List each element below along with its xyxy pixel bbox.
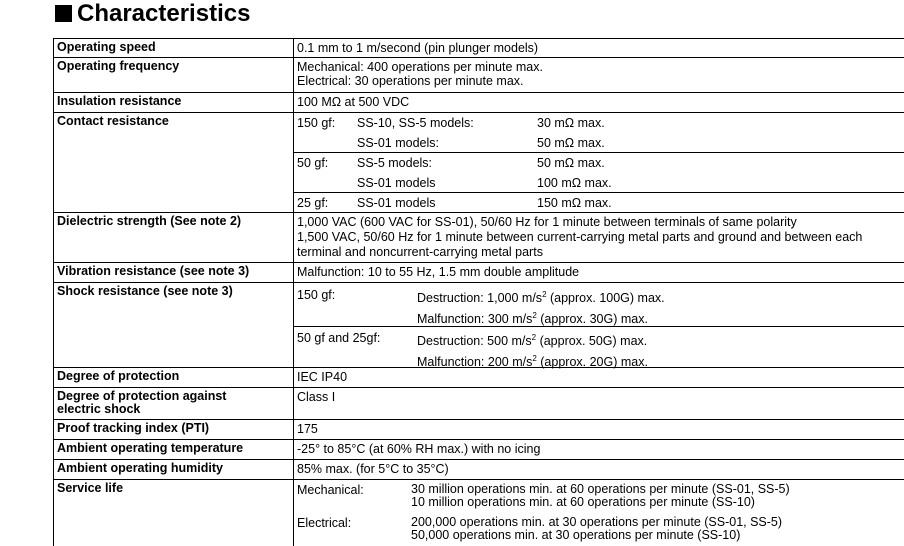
value-line: 1,000 VAC (600 VAC for SS-01), 50/60 Hz for 1 minute between terminals of same polarity [297,215,797,229]
row-label [54,388,294,419]
row-label: Vibration resistance (see note 3) [54,263,294,282]
row-contact-resistance [54,113,904,213]
model-label: SS-5 models: [357,156,433,170]
model-label: SS-01 models [357,196,436,210]
row-proof-tracking-index [54,420,904,440]
row-label: Operating speed [54,39,294,57]
label-line: electric shock [57,402,141,416]
row-value [297,213,904,262]
destruction-value: Destruction: 1,000 $m/s^2$ (approx. 100G) max. [417,290,665,306]
destruction-value: Destruction: 500 $m/s^2$ (approx. 50G) max. [417,333,648,349]
force-50gf: 50 gf: [297,156,329,170]
resistance-value: 50 mΩ max. [537,136,605,150]
malfunction-value: Malfunction: 200 $m/s^2$ (approx. 20G) max. [417,354,648,370]
force-150gf: 150 gf: [297,116,336,130]
section-title [55,0,250,28]
row-value: Malfunction: 10 to 55 Hz, 1.5 mm double amplitude [297,265,580,279]
mechanical-values [411,483,790,509]
value-line: 30 million operations min. at 60 operations per minute (SS-01, SS-5) [411,482,790,496]
row-dielectric-strength [54,213,904,263]
row-ambient-humidity [54,460,904,480]
row-value: -25° to 85°C (at 60% RH max.) with no icing [297,442,541,456]
resistance-value: 30 mΩ max. [537,116,605,130]
resistance-value: 50 mΩ max. [537,156,605,170]
row-label: Operating frequency [54,58,294,92]
value-line: 10 million operations min. at 60 operations per minute (SS-10) [411,495,755,509]
row-label: Service life [54,480,294,546]
row-operating-speed [54,39,904,58]
row-protection-electric-shock [54,388,904,420]
model-label: SS-01 models [357,176,436,190]
subrow-divider [294,192,904,193]
row-service-life [54,480,904,546]
force-25gf: 25 gf: [297,196,329,210]
electrical-label: Electrical: [297,516,352,530]
subrow-divider [294,326,904,327]
value-line: terminal and noncurrent-carrying metal parts [297,245,543,259]
row-label: Insulation resistance [54,93,294,112]
row-vibration-resistance [54,263,904,283]
malfunction-value: Malfunction: 300 $m/s^2$ (approx. 30G) max. [417,311,648,327]
row-label: Ambient operating temperature [54,440,294,459]
force-150gf: 150 gf: [297,288,336,302]
row-value [297,58,904,92]
mechanical-label: Mechanical: [297,483,364,497]
subrow-divider [294,152,904,153]
row-value: 85% max. (for 5°C to 35°C) [297,462,449,476]
row-label: Degree of protection [54,368,294,387]
row-insulation-resistance [54,93,904,113]
value-line: 1,500 VAC, 50/60 Hz for 1 minute between current-carrying metal parts and ground and between each [297,230,863,244]
value-line: Electrical: 30 operations per minute max. [297,74,524,88]
row-label: Ambient operating humidity [54,460,294,479]
label-line: Degree of protection against [57,389,227,403]
row-label: Shock resistance (see note 3) [54,283,294,367]
resistance-value: 100 mΩ max. [537,176,612,190]
value-line: Mechanical: 400 operations per minute max. [297,60,543,74]
row-label: Proof tracking index (PTI) [54,420,294,439]
row-label: Contact resistance [54,113,294,212]
square-bullet-icon [55,5,72,22]
resistance-value: 150 mΩ max. [537,196,612,210]
row-shock-resistance [54,283,904,368]
row-value: 100 MΩ at 500 VDC [297,95,410,109]
model-label: SS-10, SS-5 models: [357,116,474,130]
value-line: 50,000 operations min. at 30 operations per minute (SS-10) [411,528,741,542]
row-operating-frequency [54,58,904,93]
row-label: Dielectric strength (See note 2) [54,213,294,262]
electrical-values [411,516,782,542]
characteristics-table [53,38,904,546]
model-label: SS-01 models: [357,136,439,150]
row-value: IEC IP40 [297,370,348,384]
value-line: 200,000 operations min. at 30 operations per minute (SS-01, SS-5) [411,515,783,529]
row-degree-of-protection [54,368,904,388]
row-ambient-temperature [54,440,904,460]
section-title-text: Characteristics [77,0,251,27]
row-value: Class I [297,390,336,404]
row-value: 175 [297,422,318,436]
force-50gf-25gf: 50 gf and 25gf: [297,331,381,345]
row-value: 0.1 mm to 1 m/second (pin plunger models) [297,41,539,55]
